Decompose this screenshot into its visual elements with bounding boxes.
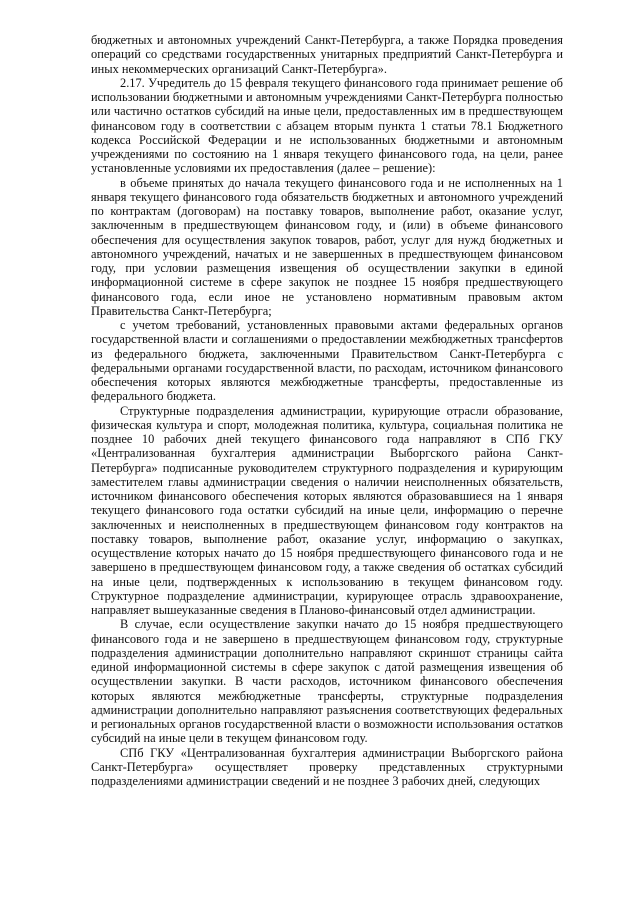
paragraph-2: 2.17. Учредитель до 15 февраля текущего финансового года принимает решение об использовании бюджетными и автономным учреждениями Санкт-Петербурга полностью или частично остатков субсидий на иные цели, предоставленных им в предшествующем финансовом году в соответствии с абзацем вторым пункта 1 статьи 78.1 Бюджетного кодекса Российской Федерации и не использованных бюджетными и автономным учреждениями по состоянию на 1 января текущего финансового года, на цели, ранее установленные условиями их предоставления (далее – решение): — [91, 75, 563, 176]
paragraph-4: с учетом требований, установленных правовыми актами федеральных органов государственной власти и соглашениями о предоставлении межбюджетных трансфертов из федерального бюджета, заключенными Правительством Санкт-Петербурга с федеральными органами государственной власти, по расходам, источником финансового обеспечения которых являются межбюджетные трансферты, предоставленные из федерального бюджета. — [91, 318, 563, 404]
paragraph-6: В случае, если осуществление закупки начато до 15 ноября предшествующего финансового года и не завершено в предшествующем финансовом году, структурные подразделения администрации дополнительно направляют скриншот страницы сайта единой информационной системы в сфере закупок с датой размещения извещения об осуществлении закупки. В части расходов, источником финансового обеспечения которых являются межбюджетные трансферты, структурные подразделения администрации дополнительно направляют разъяснения соответствующих федеральных и региональных органов государственной власти о возможности использования остатков субсидий на иные цели в текущем финансовом году. — [91, 617, 563, 746]
paragraph-3: в объеме принятых до начала текущего финансового года и не исполненных на 1 января текущего финансового года обязательств бюджетных и автономного учреждений по контрактам (договорам) на поставку товаров, выполнение работ, оказание услуг, заключенным в предшествующем финансовом году, и (или) в объеме финансового обеспечения для осуществления закупок товаров, работ, услуг для нужд бюджетных и автономного учреждений, начатых и не завершенных в предшествующем финансовом году, при условии размещения извещения об осуществлении закупки в единой информационной системе в сфере закупок не позднее 15 ноября предшествующего финансового года, если иное не установлено нормативным правовым актом Правительства Санкт-Петербурга; — [91, 175, 563, 318]
paragraph-5: Структурные подразделения администрации, курирующие отрасли образование, физическая культура и спорт, молодежная политика, культура, социальная политика не позднее 10 рабочих дней текущего финансового года направляют в СПб ГКУ «Централизованная бухгалтерия администрации Выборгского района Санкт-Петербурга» подписанные руководителем структурного подразделения и курирующим заместителем главы администрации сведения о наличии неисполненных обязательств, источником финансового обеспечения которых являются образовавшиеся на 1 января текущего финансового года остатки субсидий на иные цели, информацию о перечне заключенных и неисполненных в предшествующем финансовом году контрактов на поставку товаров, выполнение работ, оказание услуг, информацию о закупках, осуществление которых начато до 15 ноября предшествующего финансового года и не завершено в предшествующем финансовом году, а также сведения об остатках субсидий на иные цели, подтвержденных к использованию в текущем финансовом году. Структурное подразделение администрации, курирующее отрасль здравоохранение, направляет вышеуказанные сведения в Планово-финансовый отдел администрации. — [91, 403, 563, 617]
paragraph-7: СПб ГКУ «Централизованная бухгалтерия администрации Выборгского района Санкт-Петербурга» осуществляет проверку представленных структурными подразделениями администрации сведений и не позднее 3 рабочих дней, следующих — [91, 745, 563, 788]
document-page — [91, 33, 563, 788]
paragraph-1: бюджетных и автономных учреждений Санкт-Петербурга, а также Порядка проведения операций со средствами государственных унитарных предприятий Санкт-Петербурга и иных некоммерческих организаций Санкт-Петербурга». — [91, 33, 563, 76]
